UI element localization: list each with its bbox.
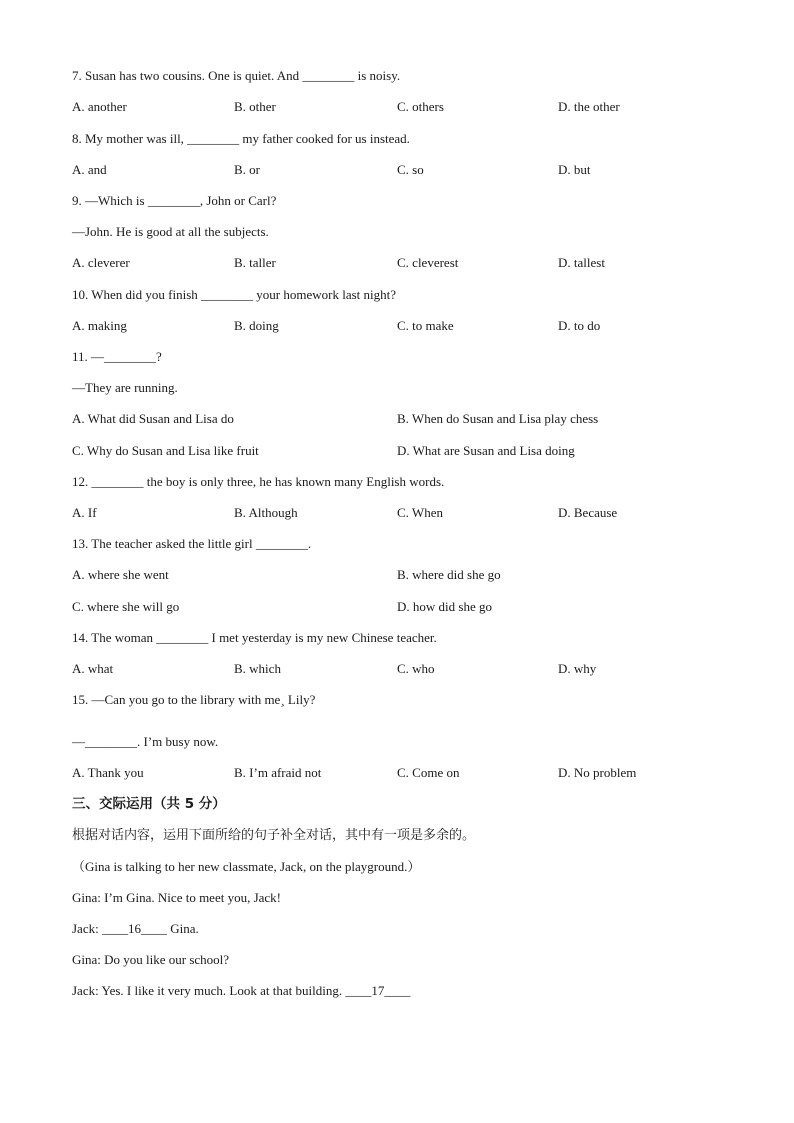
dialogue-line-4: Jack: Yes. I like it very much. Look at that building. ____17____ [72,983,411,998]
section-3-instruction: 根据对话内容，运用下面所给的句子补全对话，其中有一项是多余的。 [72,828,476,843]
question-7-option-a[interactable]: A. another [72,99,127,114]
question-15-option-a[interactable]: A. Thank you [72,765,144,780]
question-14-option-a[interactable]: A. what [72,661,114,676]
question-13-option-d[interactable]: D. how did she go [397,599,492,614]
question-15-option-d[interactable]: D. No problem [558,765,637,780]
question-13-options-row-1 [72,567,732,583]
question-14-options [72,661,732,677]
question-13-options-row-2 [72,599,732,615]
question-9-option-c[interactable]: C. cleverest [397,255,459,270]
question-11-options-row-1 [72,411,732,427]
question-15-option-c[interactable]: C. Come on [397,765,460,780]
question-11-option-b[interactable]: B. When do Susan and Lisa play chess [397,411,599,426]
question-15-stem: 15. —Can you go to the library with me¸ Lily? [72,692,316,707]
dialogue-line-2: Jack: ____16____ Gina. [72,921,199,936]
question-13-option-a[interactable]: A. where she went [72,567,169,582]
dialogue-line-3: Gina: Do you like our school? [72,952,230,967]
question-9-stem: 9. —Which is ________, John or Carl? [72,193,277,208]
question-10-option-d[interactable]: D. to do [558,318,601,333]
question-13-stem: 13. The teacher asked the little girl ________. [72,536,312,551]
question-7-options [72,99,732,115]
dialogue-line-1: Gina: I’m Gina. Nice to meet you, Jack! [72,890,282,905]
question-8-options [72,162,732,178]
question-14-option-c[interactable]: C. who [397,661,435,676]
question-11-options-row-2 [72,443,732,459]
section-3-title: 三、交际运用（共 5 分） [72,796,226,812]
dialogue-context: （Gina is talking to her new classmate, Jack, on the playground.） [72,859,421,874]
question-12-stem: 12. ________ the boy is only three, he has known many English words. [72,474,445,489]
question-10-stem: 10. When did you finish ________ your homework last night? [72,287,397,302]
question-9-options [72,255,732,271]
question-10-option-b[interactable]: B. doing [234,318,279,333]
question-8-stem: 8. My mother was ill, ________ my father cooked for us instead. [72,131,410,146]
question-8-option-c[interactable]: C. so [397,162,424,177]
question-8-option-a[interactable]: A. and [72,162,107,177]
question-10-option-a[interactable]: A. making [72,318,127,333]
question-11-option-c[interactable]: C. Why do Susan and Lisa like fruit [72,443,259,458]
question-7-option-d[interactable]: D. the other [558,99,620,114]
question-15-reply: —________. I’m busy now. [72,734,219,749]
question-12-option-a[interactable]: A. If [72,505,97,520]
question-15-options [72,765,732,781]
question-9-reply: —John. He is good at all the subjects. [72,224,269,239]
question-8-option-d[interactable]: D. but [558,162,591,177]
question-7-option-b[interactable]: B. other [234,99,276,114]
question-13-option-b[interactable]: B. where did she go [397,567,501,582]
question-9-option-d[interactable]: D. tallest [558,255,605,270]
question-14-stem: 14. The woman ________ I met yesterday is my new Chinese teacher. [72,630,437,645]
question-9-option-b[interactable]: B. taller [234,255,276,270]
question-7-option-c[interactable]: C. others [397,99,444,114]
question-12-option-c[interactable]: C. When [397,505,443,520]
question-11-option-d[interactable]: D. What are Susan and Lisa doing [397,443,575,458]
question-12-option-b[interactable]: B. Although [234,505,298,520]
question-12-options [72,505,732,521]
question-12-option-d[interactable]: D. Because [558,505,618,520]
question-11-option-a[interactable]: A. What did Susan and Lisa do [72,411,234,426]
question-9-option-a[interactable]: A. cleverer [72,255,130,270]
question-11-stem: 11. —________? [72,349,162,364]
question-10-options [72,318,732,334]
question-10-option-c[interactable]: C. to make [397,318,454,333]
question-7-stem: 7. Susan has two cousins. One is quiet. And ________ is noisy. [72,68,401,83]
question-13-option-c[interactable]: C. where she will go [72,599,180,614]
question-14-option-d[interactable]: D. why [558,661,597,676]
question-8-option-b[interactable]: B. or [234,162,260,177]
question-15-option-b[interactable]: B. I’m afraid not [234,765,322,780]
question-11-reply: —They are running. [72,380,178,395]
question-14-option-b[interactable]: B. which [234,661,281,676]
